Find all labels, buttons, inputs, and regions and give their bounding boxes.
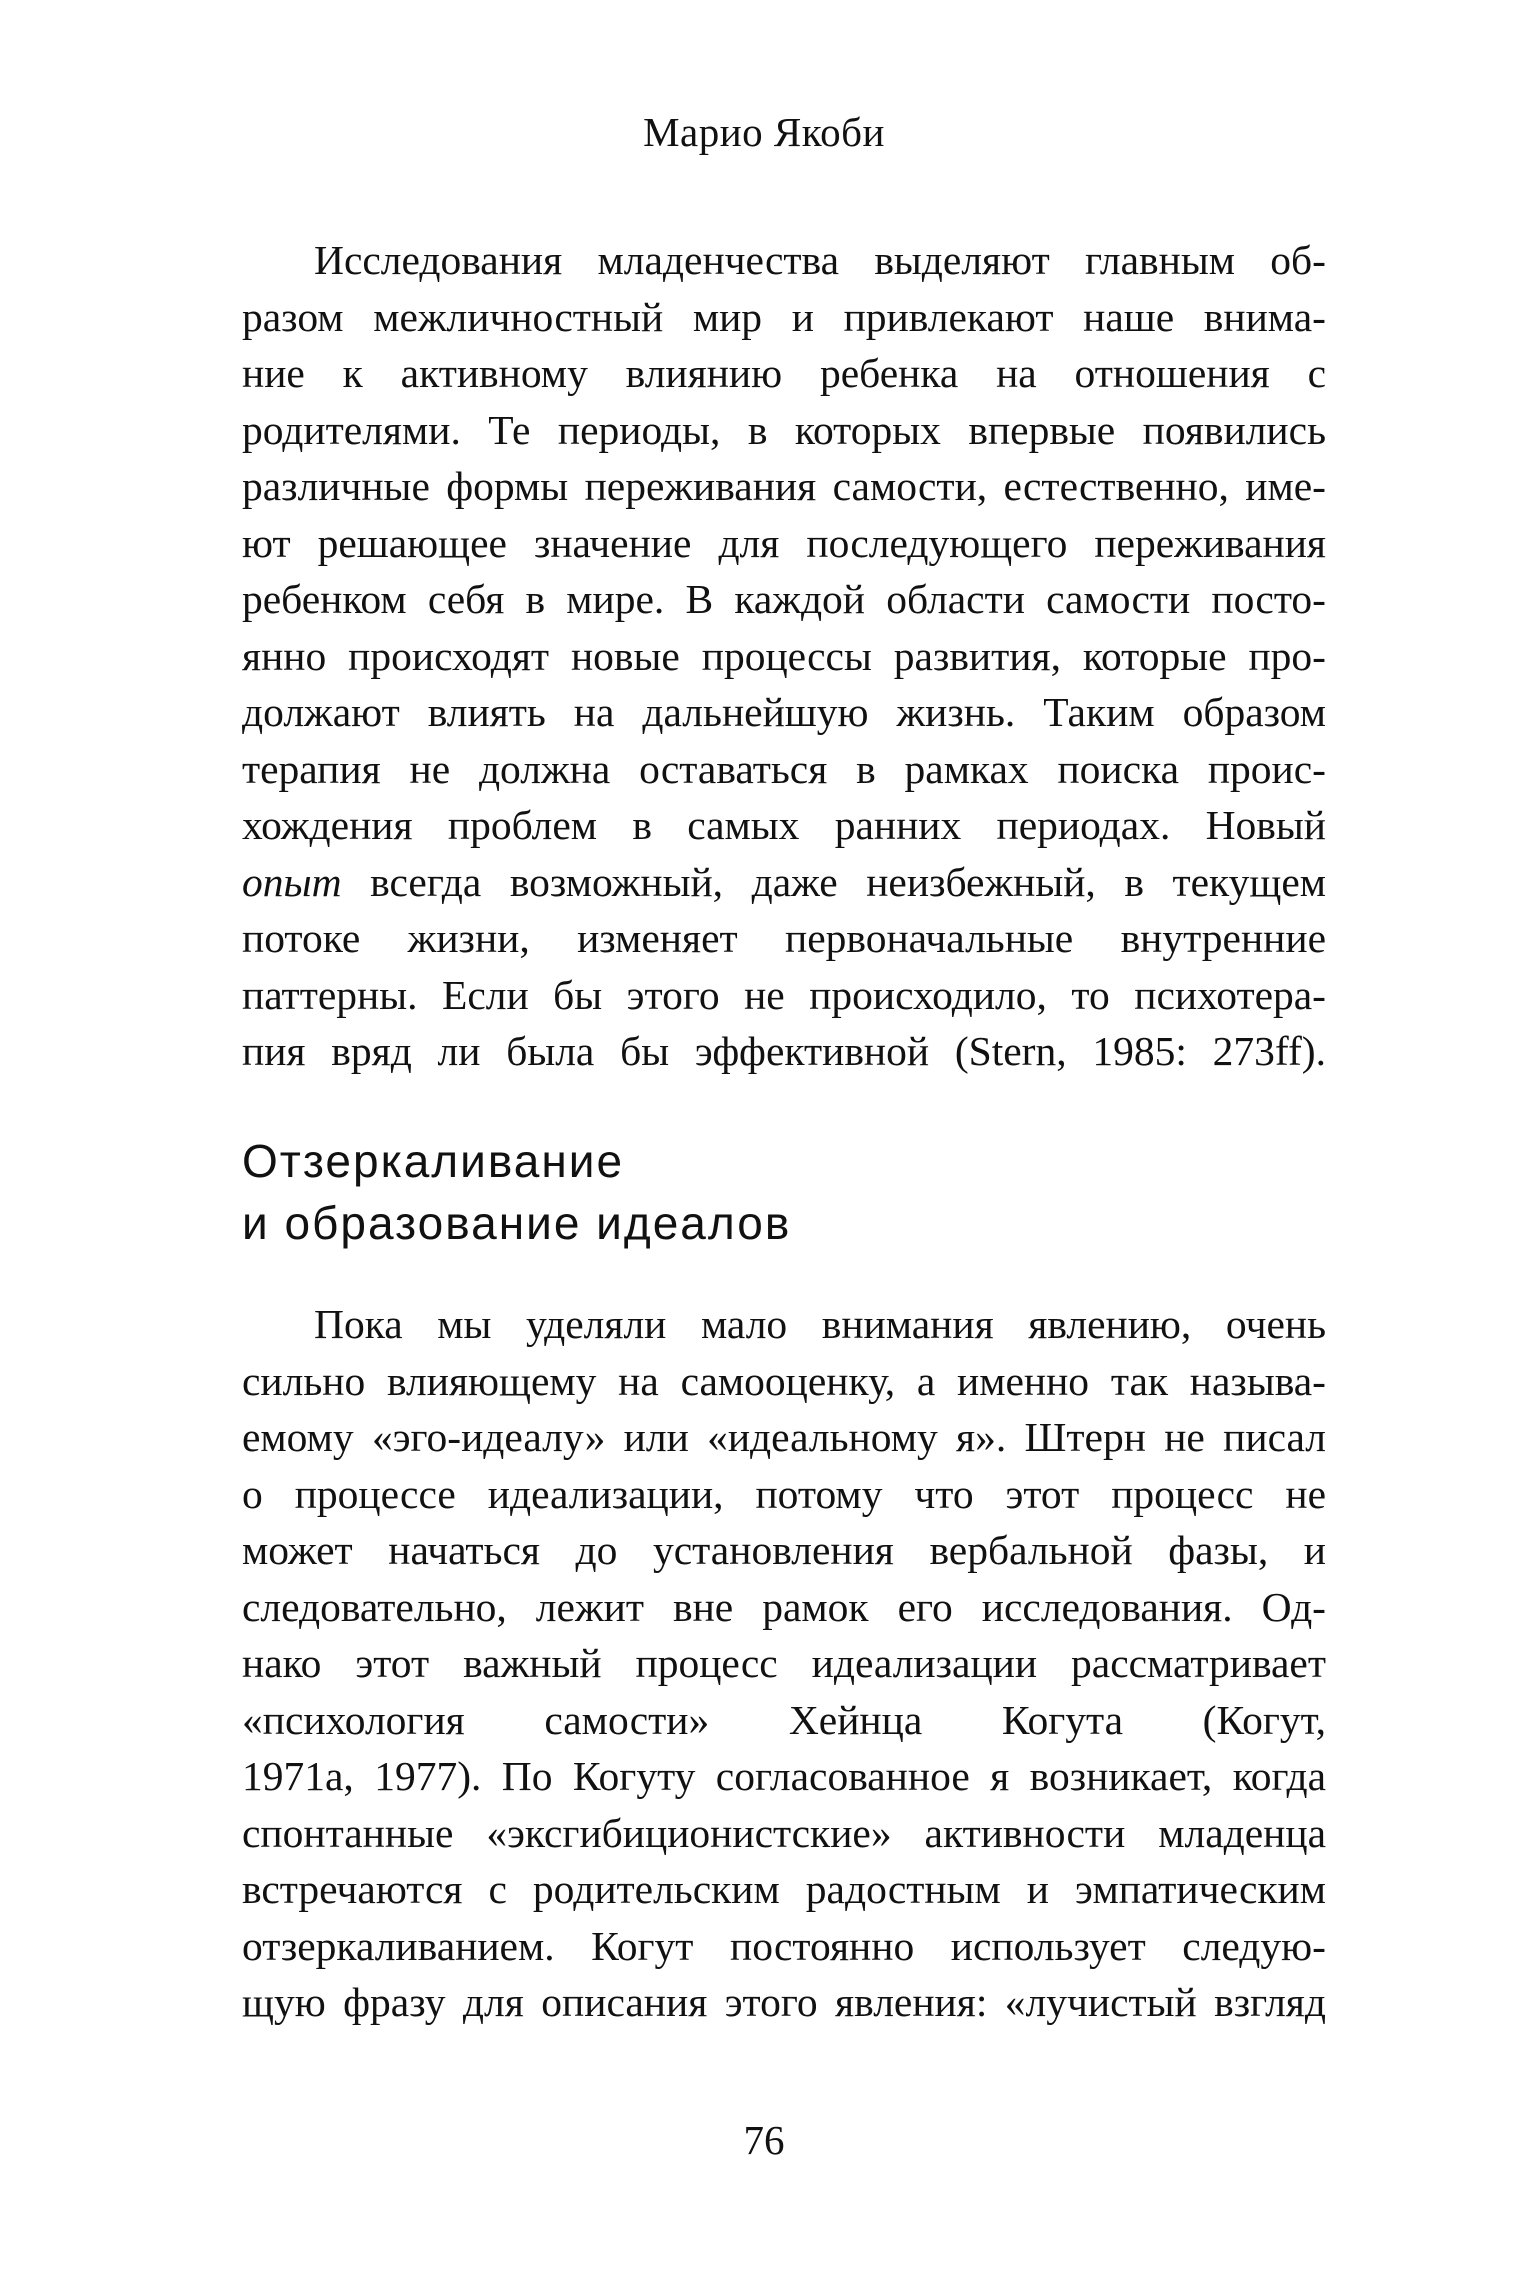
text-line: ют решающее значение для последующего переживания: [242, 519, 1326, 566]
text-line: отзеркаливанием. Когут постоянно использует следую-: [242, 1922, 1326, 1969]
text-line-rest: всегда возможный, даже неизбежный, в текущем: [370, 858, 1326, 905]
text-line: потоке жизни, изменяет первоначальные внутренние: [242, 915, 1326, 961]
text-line: емому «эго-идеалу» или «идеальному я». Штерн не писал: [242, 1414, 1326, 1460]
text-line: о процессе идеализации, потому что этот процесс не: [242, 1470, 1326, 1517]
text-line: родителями. Те периоды, в которых впервые появились: [242, 406, 1326, 453]
text-line: различные формы переживания самости, естественно, име-: [242, 463, 1326, 509]
text-line: сильно влияющему на самооценку, а именно так называ-: [242, 1357, 1326, 1404]
text-line: щую фразу для описания этого явления: «лучистый взгляд: [242, 1979, 1326, 2025]
text-line: Пока мы уделяли мало внимания явлению, очень: [314, 1301, 1326, 1347]
text-line: нако этот важный процесс идеализации рассматривает: [242, 1640, 1326, 1686]
text-line: 1971а, 1977). По Когуту согласованное я возникает, когда: [242, 1753, 1326, 1799]
text-line: терапия не должна оставаться в рамках поиска проис-: [242, 745, 1326, 792]
paragraph-1: [242, 232, 1326, 1080]
page-number: 76: [743, 2117, 785, 2163]
text-line: «психология самости» Хейнца Когута (Когут,: [242, 1696, 1326, 1743]
paragraph-2: [242, 1296, 1326, 2031]
text-line: ние к активному влиянию ребенка на отношения с: [242, 350, 1326, 396]
text-line: встречаются с родительским радостным и эмпатическим: [242, 1866, 1326, 1912]
running-header: Марио Якоби: [643, 109, 885, 155]
italic-word: опыт: [242, 858, 342, 905]
text-line: хождения проблем в самых ранних периодах. Новый: [242, 802, 1326, 848]
text-line: должают влиять на дальнейшую жизнь. Таким образом: [242, 689, 1326, 735]
text-line-with-italic: [242, 854, 1326, 911]
text-line: паттерны. Если бы этого не происходило, то психотера-: [242, 971, 1326, 1018]
text-line: следовательно, лежит вне рамок его исследования. Од-: [242, 1583, 1326, 1630]
section-heading: [242, 1130, 1326, 1254]
text-line: янно происходят новые процессы развития, которые про-: [242, 632, 1326, 679]
section-heading-line-1: Отзеркаливание: [242, 1135, 625, 1187]
text-line: спонтанные «эксгибиционистские» активности младенца: [242, 1809, 1326, 1856]
text-line: Исследования младенчества выделяют главным об-: [314, 237, 1326, 283]
section-heading-line-2: и образование идеалов: [242, 1197, 792, 1249]
text-line: разом межличностный мир и привлекают наше внима-: [242, 293, 1326, 340]
text-line: может начаться до установления вербальной фазы, и: [242, 1527, 1326, 1573]
text-line: пия вряд ли была бы эффективной (Stern, 1985: 273ff).: [242, 1028, 1326, 1074]
text-line: ребенком себя в мире. В каждой области самости посто-: [242, 576, 1326, 622]
